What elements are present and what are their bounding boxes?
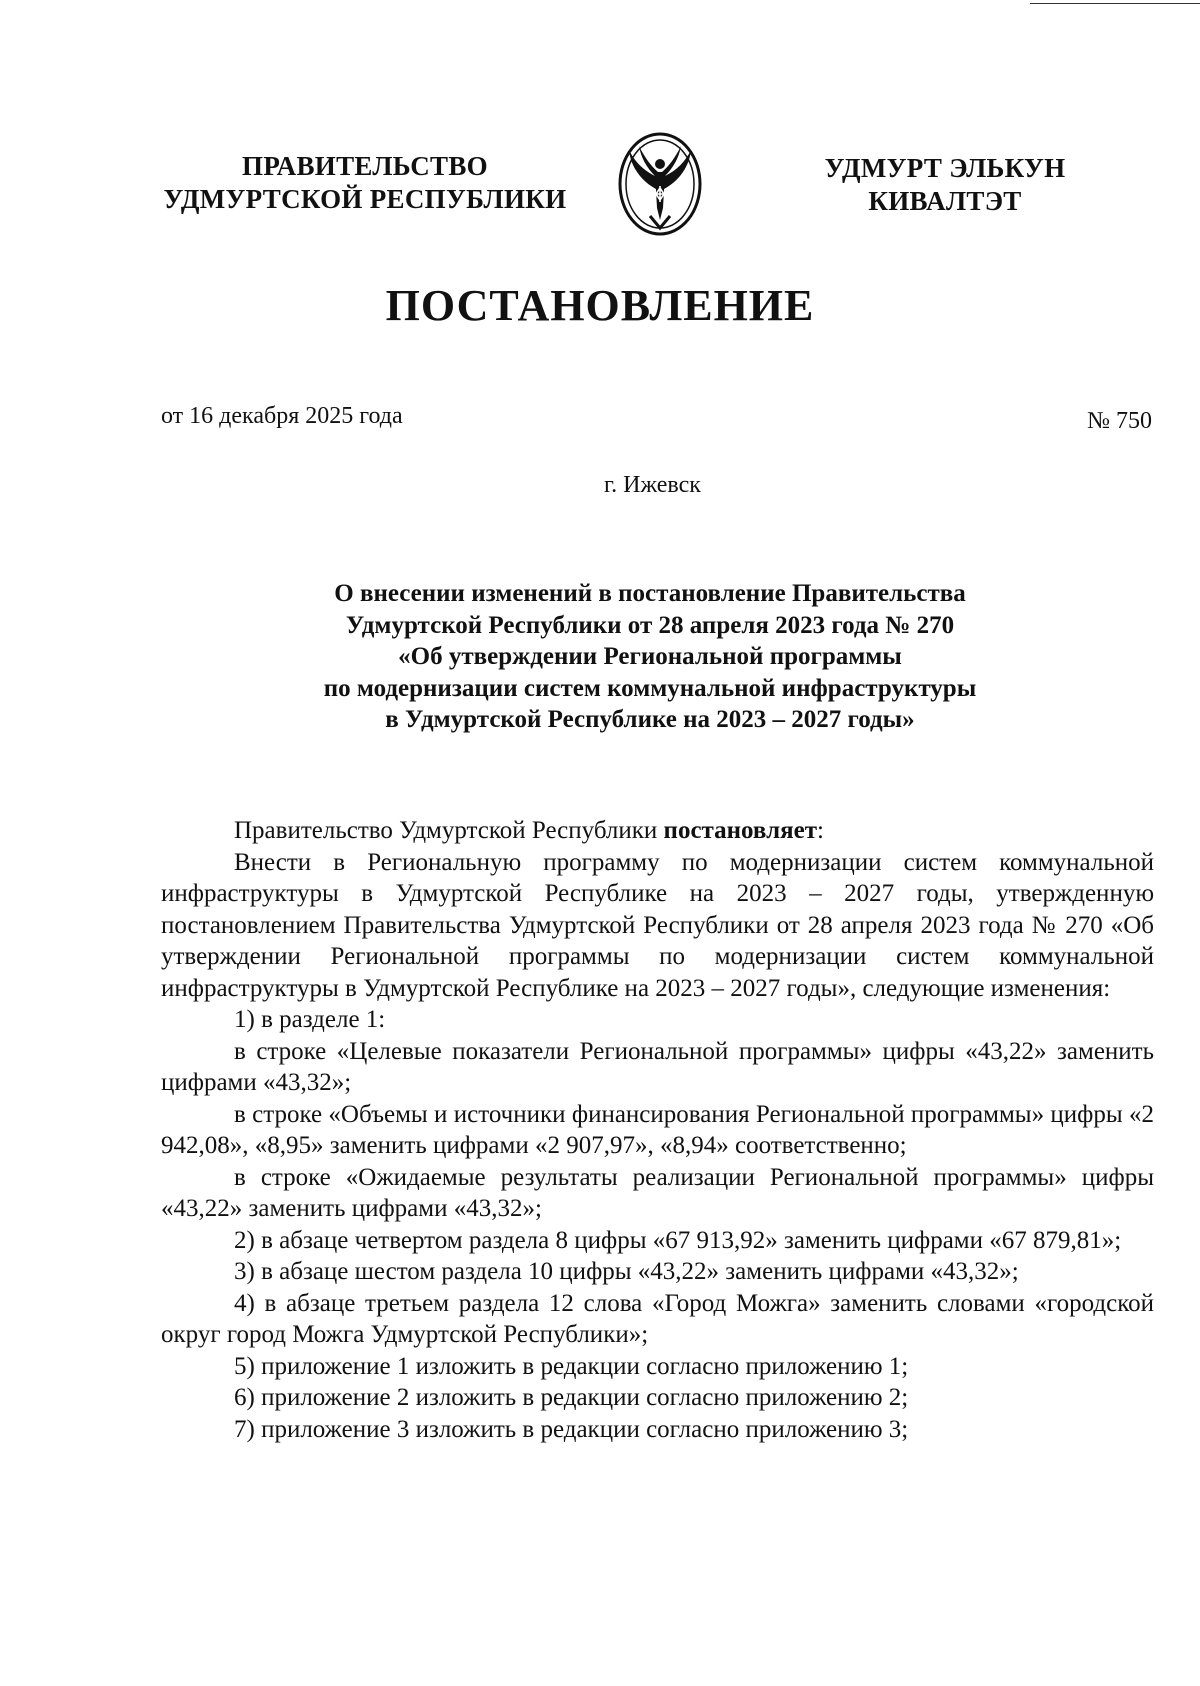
intro-text: Правительство Удмуртской Республики	[234, 817, 664, 844]
body-paragraph: 3) в абзаце шестом раздела 10 цифры «43,22» заменить цифрами «43,32»;	[234, 1258, 1019, 1285]
document-date: от 16 декабря 2025 года	[161, 403, 403, 429]
body-paragraph: 7) приложение 3 изложить в редакции согласно приложению 3;	[234, 1415, 909, 1443]
body-paragraph: Внести в Региональную программу по модернизации систем коммунальной инфраструктуры в Удмуртской Республике на 2023 – 2027 годы, утвержденную постановлением Правительства Удмуртской Республики от 28 апреля 2023 года № 270 «Об утверждении Региональной программы по модернизации систем коммунальной инфраструктуры в Удмуртской Республике на 2023 – 2027 годы», следующие изменения:	[161, 848, 1154, 1002]
header-right-line1: УДМУРТ ЭЛЬКУН	[824, 153, 1066, 183]
body-paragraph: в строке «Ожидаемые результаты реализации Региональной программы» цифры «43,22» заменить цифрами «43,32»;	[161, 1163, 1154, 1222]
title-line: в Удмуртской Республике на 2023 – 2027 годы»	[385, 706, 915, 733]
header-right	[800, 152, 1090, 218]
body-paragraph: 4) в абзаце третьем раздела 12 слова «Город Можга» заменить словами «городской округ город Можга Удмуртской Республики»;	[161, 1289, 1154, 1348]
intro-paragraph	[161, 815, 1154, 847]
document-city: г. Ижевск	[604, 472, 701, 498]
coat-of-arms-icon	[605, 128, 715, 238]
body-paragraph: 5) приложение 1 изложить в редакции согласно приложению 1;	[234, 1352, 909, 1380]
header-left	[150, 150, 580, 216]
document-title	[230, 578, 1070, 736]
body-paragraph: 6) приложение 2 изложить в редакции согласно приложению 2;	[234, 1384, 909, 1411]
document-number: № 750	[1087, 408, 1152, 434]
title-line: О внесении изменений в постановление Правительства	[334, 580, 966, 607]
header-right-line2: КИВАЛТЭТ	[868, 186, 1022, 216]
intro-keyword: постановляет	[663, 817, 818, 844]
intro-colon: :	[817, 817, 824, 844]
header-left-line2: УДМУРТСКОЙ РЕСПУБЛИКИ	[163, 184, 567, 214]
header-left-line1: ПРАВИТЕЛЬСТВО	[242, 151, 488, 181]
body-paragraph: в строке «Объемы и источники финансирования Региональной программы» цифры «2 942,08», «8,95» заменить цифрами «2 907,97», «8,94» соответственно;	[161, 1100, 1154, 1159]
title-line: Удмуртской Республики от 28 апреля 2023 года № 270	[345, 611, 955, 639]
document-type-heading: ПОСТАНОВЛЕНИЕ	[385, 281, 815, 330]
body-paragraph: 1) в разделе 1:	[234, 1006, 386, 1033]
title-line: «Об утверждении Региональной программы	[398, 643, 902, 670]
body-paragraph: 2) в абзаце четвертом раздела 8 цифры «67 913,92» заменить цифрами «67 879,81»;	[234, 1226, 1122, 1254]
title-line: по модернизации систем коммунальной инфраструктуры	[323, 674, 977, 702]
body-paragraph: в строке «Целевые показатели Региональной программы» цифры «43,22» заменить цифрами «43,32»;	[161, 1037, 1154, 1096]
scan-edge-line	[1030, 3, 1200, 4]
document-body	[161, 815, 1154, 1445]
